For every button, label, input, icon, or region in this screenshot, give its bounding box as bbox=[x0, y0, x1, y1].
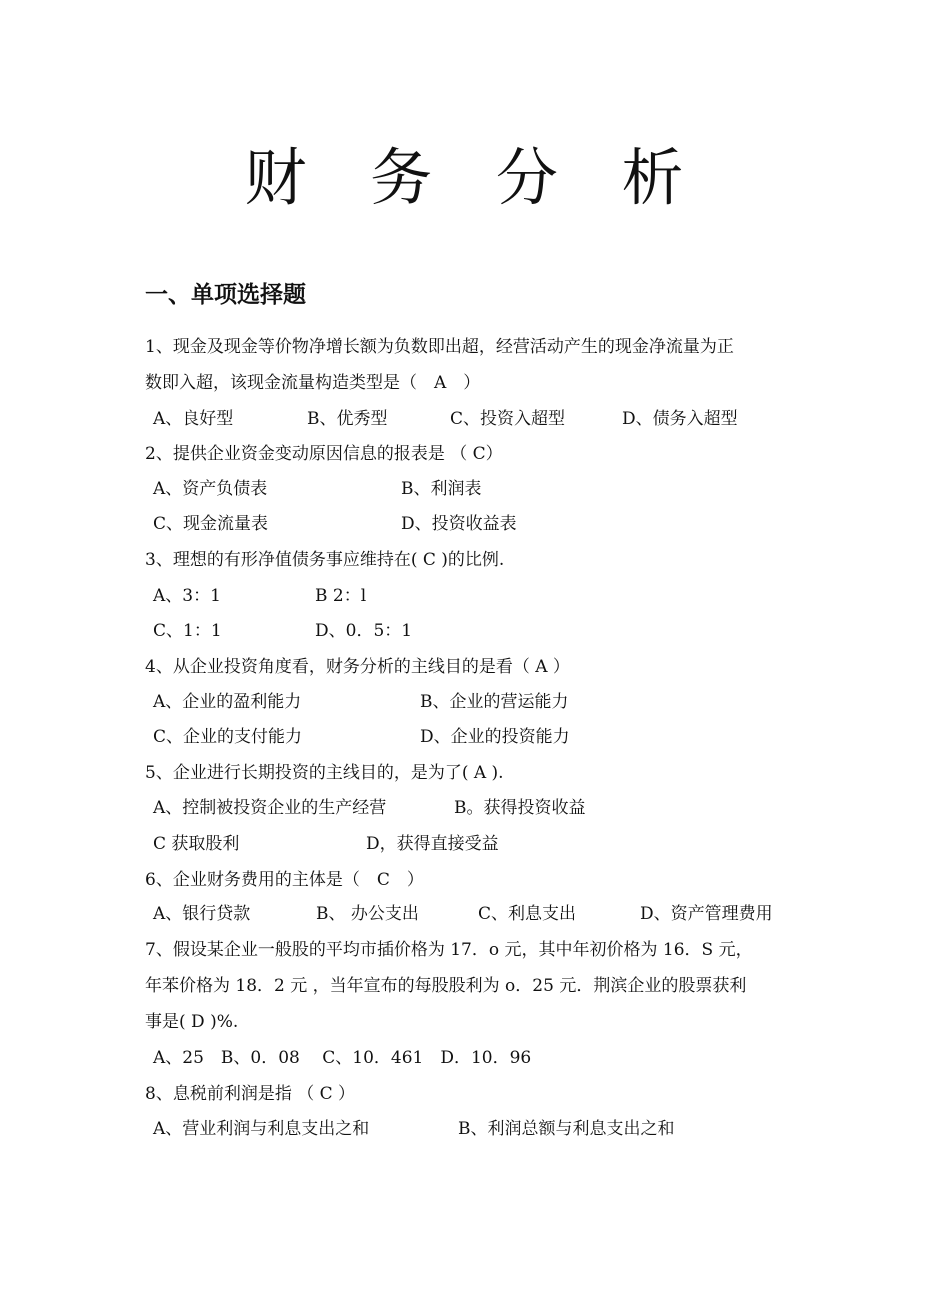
question-1-option-b: B、优秀型 bbox=[307, 409, 388, 429]
question-2-line-1: 2、提供企业资金变动原因信息的报表是 （ C） bbox=[145, 444, 503, 464]
question-2-option-d: D、投资收益表 bbox=[401, 514, 517, 534]
question-7-line-2: 年苯价格为 18．2 元 ，当年宣布的每股股利为 o．25 元．荆滨企业的股票获利 bbox=[145, 976, 747, 996]
question-5-option-b: B。获得投资收益 bbox=[454, 798, 586, 818]
question-7-line-1: 7、假设某企业一般股的平均市插价格为 17．o 元，其中年初价格为 16．S 元， bbox=[145, 940, 753, 960]
question-1-line-2: 数即入超，该现金流量构造类型是（ A ） bbox=[145, 373, 481, 393]
question-4-option-d: D、企业的投资能力 bbox=[420, 727, 570, 747]
question-2-option-c: C、现金流量表 bbox=[153, 514, 269, 534]
question-6-option-a: A、银行贷款 bbox=[153, 904, 251, 924]
question-4-option-b: B、企业的营运能力 bbox=[420, 692, 569, 712]
question-6-option-c: C、利息支出 bbox=[478, 904, 577, 924]
question-3-option-b: B 2：l bbox=[315, 586, 367, 606]
question-8-option-b: B、利润总额与利息支出之和 bbox=[458, 1119, 675, 1139]
question-3-line-1: 3、理想的有形净值债务事应维持在( C )的比例. bbox=[145, 550, 505, 570]
section-heading: 一、单项选择题 bbox=[145, 282, 306, 308]
question-7-options: A、25 B、0．08 C、10．461 D．10．96 bbox=[153, 1048, 532, 1068]
question-2-option-b: B、利润表 bbox=[401, 479, 482, 499]
document-title: 财 务 分 析 bbox=[244, 141, 706, 214]
question-5-line-1: 5、企业进行长期投资的主线目的，是为了( A ). bbox=[145, 763, 504, 783]
question-3-option-d: D、0．5：1 bbox=[315, 621, 413, 641]
question-5-option-d: D，获得直接受益 bbox=[366, 834, 499, 854]
question-8-line-1: 8、息税前利润是指 （ C ） bbox=[145, 1084, 356, 1104]
question-6-line-1: 6、企业财务费用的主体是（ C ） bbox=[145, 870, 424, 890]
question-8-option-a: A、营业利润与利息支出之和 bbox=[153, 1119, 370, 1139]
question-4-option-c: C、企业的支付能力 bbox=[153, 727, 303, 747]
question-4-line-1: 4、从企业投资角度看，财务分析的主线目的是看（ A ） bbox=[145, 657, 570, 677]
question-3-option-a: A、3：1 bbox=[153, 586, 221, 606]
question-3-option-c: C、1：1 bbox=[153, 621, 222, 641]
question-7-line-3: 事是( D )%. bbox=[145, 1012, 239, 1032]
question-6-option-d: D、资产管理费用 bbox=[640, 904, 773, 924]
question-4-option-a: A、企业的盈利能力 bbox=[153, 692, 302, 712]
question-6-option-b: B、 办公支出 bbox=[316, 904, 419, 924]
question-5-option-a: A、控制被投资企业的生产经营 bbox=[153, 798, 387, 818]
question-1-option-c: C、投资入超型 bbox=[450, 409, 566, 429]
question-2-option-a: A、资产负债表 bbox=[153, 479, 268, 499]
question-5-option-c: C 获取股利 bbox=[153, 834, 240, 854]
question-1-line-1: 1、现金及现金等价物净增长额为负数即出超，经营活动产生的现金净流量为正 bbox=[145, 337, 734, 357]
question-1-option-a: A、良好型 bbox=[153, 409, 234, 429]
question-1-option-d: D、债务入超型 bbox=[622, 409, 738, 429]
